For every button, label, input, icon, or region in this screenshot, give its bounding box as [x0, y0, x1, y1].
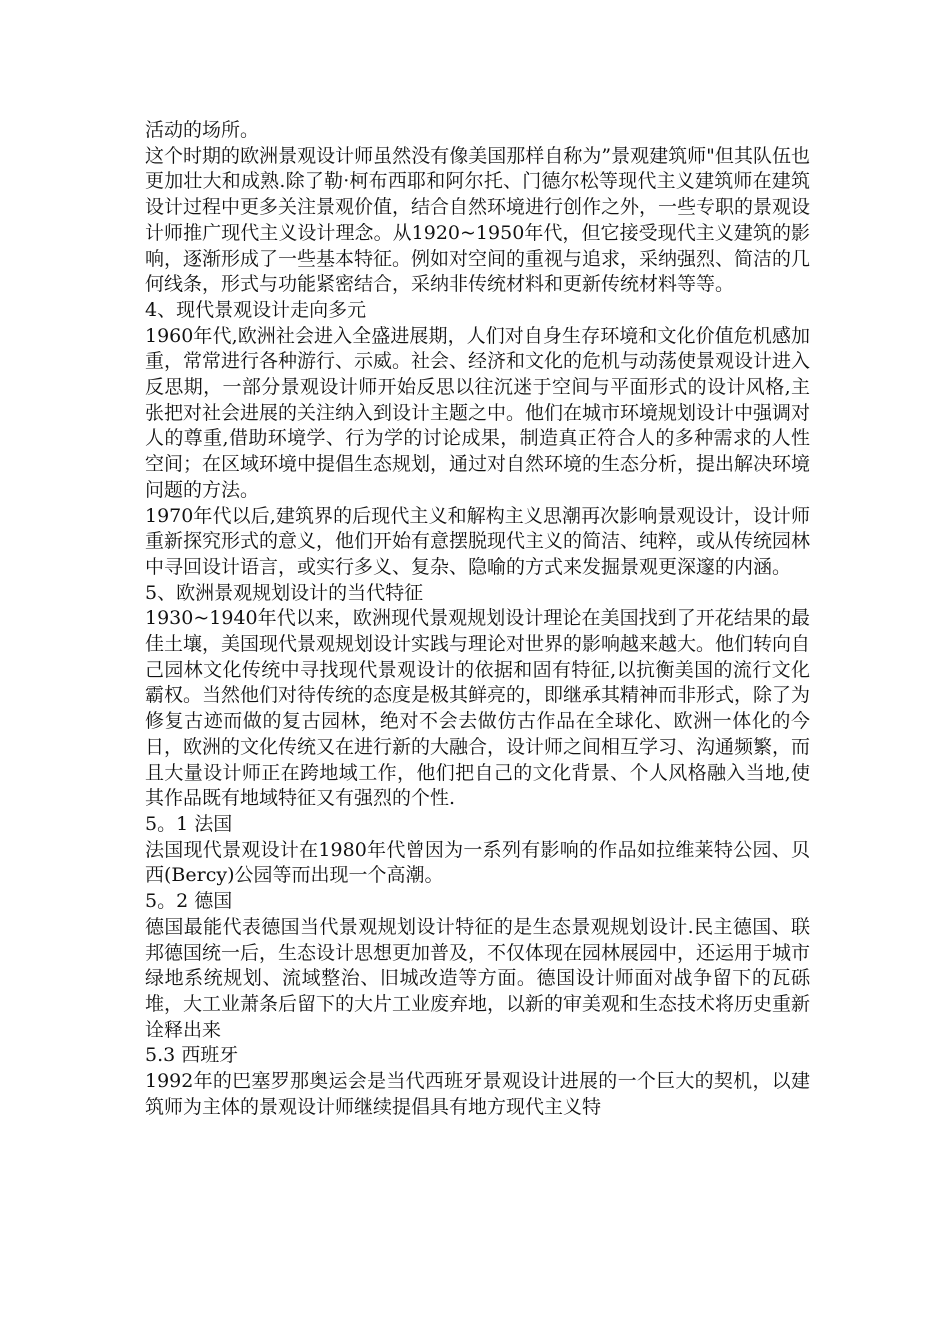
paragraph: 1970年代以后,建筑界的后现代主义和解构主义思潮再次影响景观设计，设计师重新探究形式的意义，他们开始有意摆脱现代主义的简洁、纯粹，或从传统园林中寻回设计语言，或实行多义、复杂、隐喻的方式来发掘景观更深邃的内涵。 — [145, 504, 811, 578]
paragraph: 活动的场所。 — [145, 119, 260, 141]
paragraph: 这个时期的欧洲景观设计师虽然没有像美国那样自称为”景观建筑师"但其队伍也更加壮大和成熟.除了勒·柯布西耶和阿尔托、门德尔松等现代主义建筑师在建筑设计过程中更多关注景观价值，结合自然环境进行创作之外，一些专职的景观设计师推广现代主义设计理念。从1920~1950年代，但它接受现代主义建筑的影响，逐渐形成了一些基本特征。例如对空间的重视与追求，采纳强烈、简洁的几何线条，形式与功能紧密结合，采纳非传统材料和更新传统材料等等。 — [145, 144, 811, 296]
section-heading: 4、现代景观设计走向多元 — [145, 298, 367, 321]
section-heading: 5。2 德国 — [145, 890, 233, 913]
document-page — [145, 118, 810, 1120]
section-heading: 5。1 法国 — [145, 812, 233, 835]
section-heading: 5.3 西班牙 — [145, 1044, 239, 1067]
section-heading: 5、欧洲景观规划设计的当代特征 — [145, 581, 424, 604]
paragraph: 1930~1940年代以来，欧洲现代景观规划设计理论在美国找到了开花结果的最佳土壤，美国现代景观规划设计实践与理论对世界的影响越来越大。他们转向自己园林文化传统中寻找现代景观设计的依据和固有特征,以抗衡美国的流行文化霸权。当然他们对待传统的态度是极其鲜亮的，即继承其精神而非形式，除了为修复古迹而做的复古园林，绝对不会去做仿古作品在全球化、欧洲一体化的今日，欧洲的文化传统又在进行新的大融合，设计师之间相互学习、沟通频繁，而且大量设计师正在跨地域工作，他们把自己的文化背景、个人风格融入当地,使其作品既有地域特征又有强烈的个性. — [145, 607, 811, 810]
paragraph: 1992年的巴塞罗那奥运会是当代西班牙景观设计进展的一个巨大的契机，以建筑师为主体的景观设计师继续提倡具有地方现代主义特 — [145, 1070, 810, 1118]
paragraph: 1960年代,欧洲社会进入全盛进展期，人们对自身生存环境和文化价值危机感加重，常常进行各种游行、示威。社会、经济和文化的危机与动荡使景观设计进入反思期，一部分景观设计师开始反思以往沉迷于空间与平面形式的设计风格,主张把对社会进展的关注纳入到设计主题之中。他们在城市环境规划设计中强调对人的尊重,借助环境学、行为学的讨论成果，制造真正符合人的多种需求的人性空间；在区域环境中提倡生态规划，通过对自然环境的生态分析，提出解决环境问题的方法。 — [145, 324, 811, 501]
paragraph: 法国现代景观设计在1980年代曾因为一系列有影响的作品如拉维莱特公园、贝西(Bercy)公园等而出现一个高潮。 — [145, 838, 810, 887]
paragraph: 德国最能代表德国当代景观规划设计特征的是生态景观规划设计.民主德国、联邦德国统一后，生态设计思想更加普及，不仅体现在园林展园中，还运用于城市绿地系统规划、流域整治、旧城改造等方面。德国设计师面对战争留下的瓦砾堆，大工业萧条后留下的大片工业废弃地，以新的审美观和生态技术将历史重新诠释出来 — [145, 915, 811, 1041]
